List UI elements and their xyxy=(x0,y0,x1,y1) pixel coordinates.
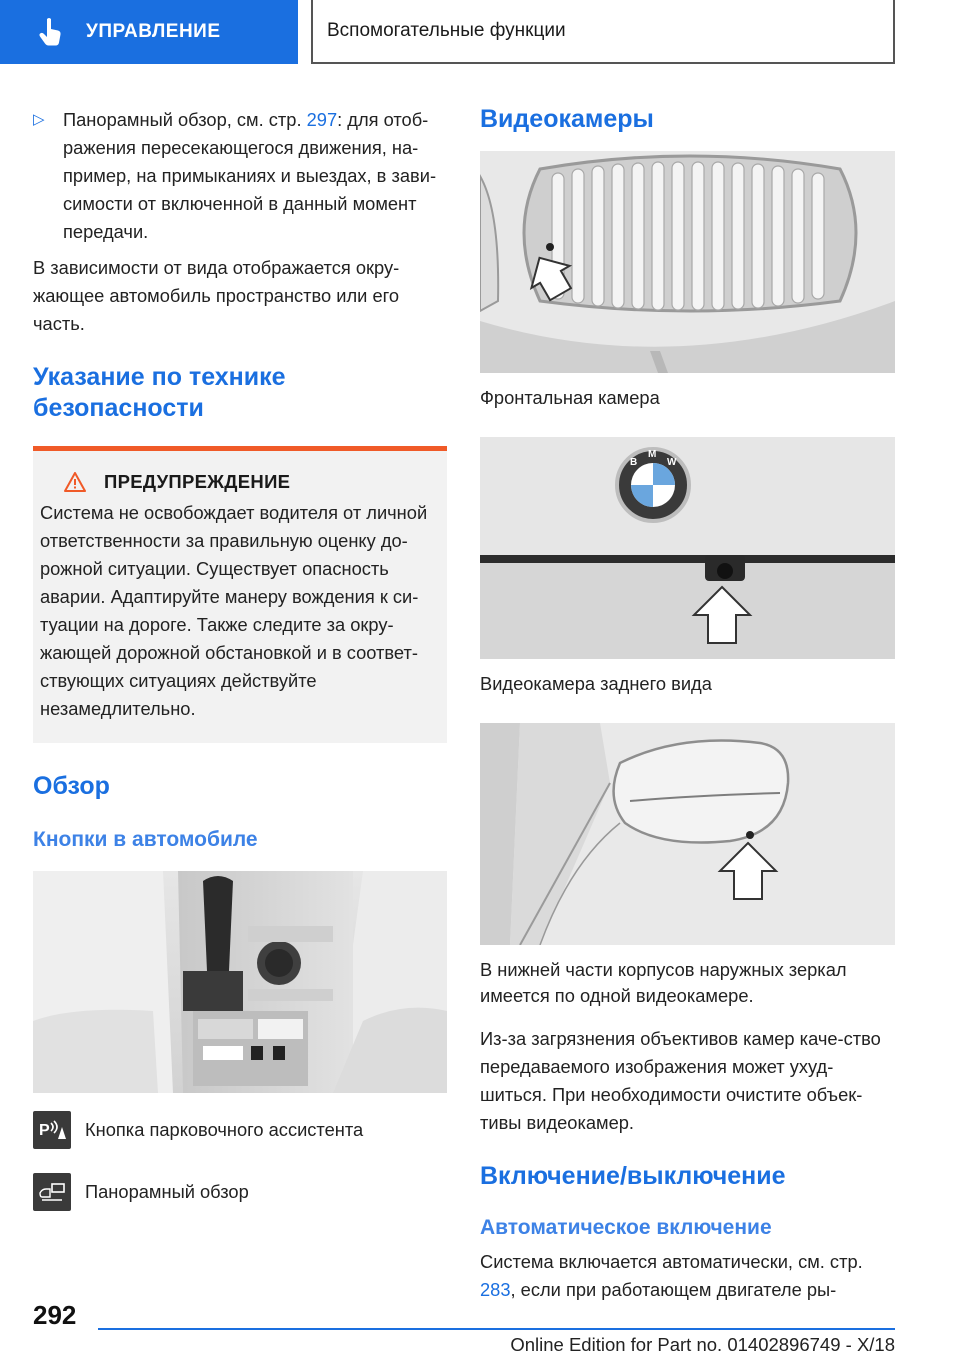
key-parking-assistant xyxy=(33,1111,447,1149)
svg-text:B: B xyxy=(630,457,638,468)
left-column xyxy=(33,96,447,1211)
bullet-triangle-icon: ▷ xyxy=(33,111,45,128)
parking-assistant-icon xyxy=(33,1111,71,1149)
section-title: УПРАВЛЕНИЕ xyxy=(86,21,221,42)
page-link-283[interactable]: 283 xyxy=(480,1279,511,1300)
key-panorama-view xyxy=(33,1173,447,1211)
paragraph-view: В зависимости от вида отображается окру-жающее автомобиль пространство или его часть. xyxy=(33,257,400,334)
page-number: 292 xyxy=(33,1300,77,1330)
caption-front: Фронтальная камера xyxy=(480,387,660,408)
warning-title: ПРЕДУПРЕЖДЕНИЕ xyxy=(104,471,291,492)
mirror-camera-photo xyxy=(480,723,895,945)
footer-edition: Online Edition for Part no. 01402896749 - X/18 xyxy=(510,1334,895,1355)
front-camera-photo xyxy=(480,151,895,373)
center-console-photo xyxy=(33,871,447,1093)
panorama-view-icon xyxy=(33,1173,71,1211)
safety-heading: Указание по технике безопасности xyxy=(33,363,286,422)
svg-text:M: M xyxy=(648,449,657,460)
buttons-heading: Кнопки в автомобиле xyxy=(33,828,258,851)
caption-rear: Видеокамера заднего вида xyxy=(480,673,712,694)
onoff-heading: Включение/выключение xyxy=(480,1162,786,1190)
paragraph-auto: Система включается автоматически, см. стр. 283, если при работающем двигателе ры- xyxy=(480,1251,863,1300)
section-tab xyxy=(0,0,298,64)
footer-rule xyxy=(98,1328,895,1330)
auto-heading: Автоматическое включение xyxy=(480,1216,772,1239)
key1-label: Кнопка парковочного ассистента xyxy=(85,1119,364,1140)
paragraph-dirty-lens: Из-за загрязнения объективов камер каче-ство передаваемого изображения может ухуд-шиться. При необходимости очистите объек-тивы видеокамер. xyxy=(480,1028,881,1133)
warning-text: Система не освобождает водителя от личной ответственности за правильную оценку до-рожной ситуации. Существует опасность аварии. Адаптируйте манеру вождения к си-туации на дороге. Также следите за окру-жающей дорожной обстановкой и в соответ-ствующих ситуациях действуйте незамедлительно. xyxy=(40,502,428,719)
chapter-title: Вспомогательные функции xyxy=(327,20,566,41)
caption-mirror: В нижней части корпусов наружных зеркал имеется по одной видеокамере. xyxy=(480,959,847,1006)
cameras-heading: Видеокамеры xyxy=(480,105,654,133)
svg-text:P: P xyxy=(39,1122,50,1139)
key2-label: Панорамный обзор xyxy=(85,1181,249,1202)
panorama-bullet: ▷ Панорамный обзор, см. стр. 297: для отоб-ражения пересекающегося движения, на-пример, на примыканиях и выездах, в зави-симости от включенной в данный момент передачи. xyxy=(33,106,447,246)
rear-camera-photo xyxy=(480,437,895,659)
overview-heading: Обзор xyxy=(33,772,110,800)
right-column xyxy=(480,96,895,1304)
svg-text:W: W xyxy=(667,457,677,468)
hand-pointer-icon xyxy=(38,17,64,47)
page-link-297[interactable]: 297 xyxy=(306,109,338,130)
chapter-tab xyxy=(311,0,895,64)
warning-triangle-icon xyxy=(64,472,86,492)
warning-title-row xyxy=(64,471,437,493)
warning-box xyxy=(33,451,447,743)
